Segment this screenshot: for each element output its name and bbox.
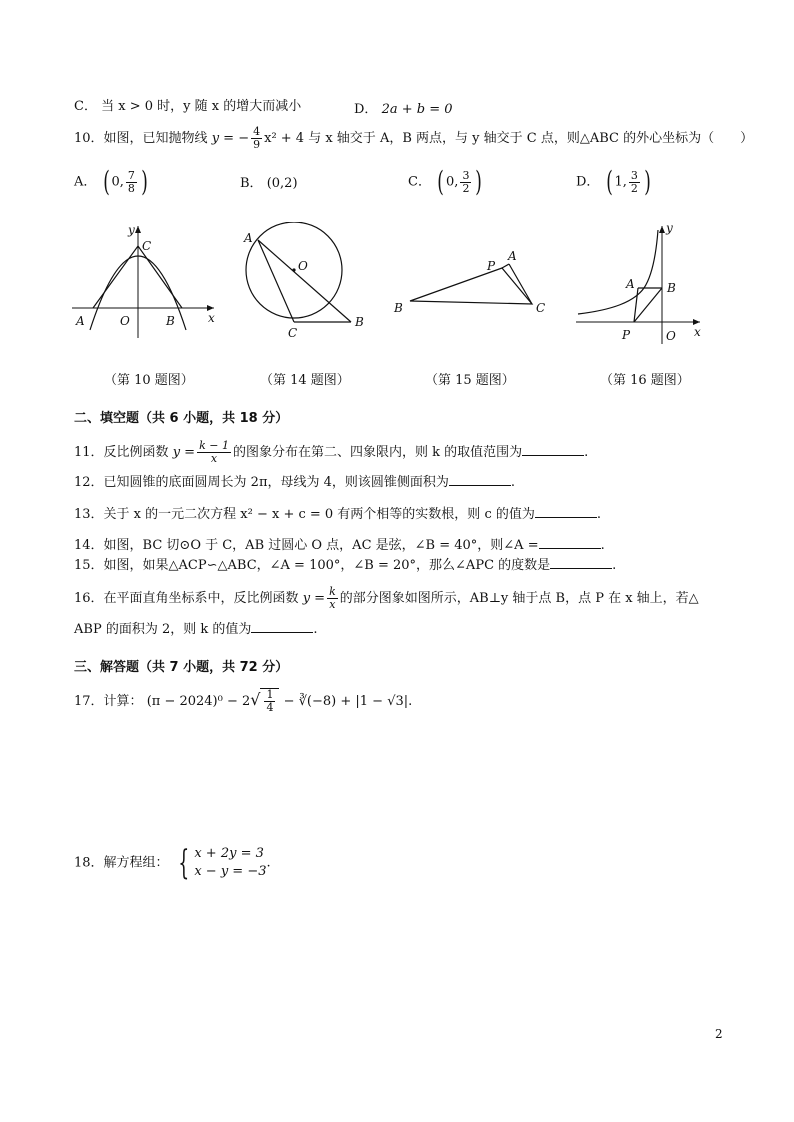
fig14-label-b: B bbox=[355, 315, 364, 329]
fig16-label-b: B bbox=[667, 281, 676, 295]
figure-10 bbox=[68, 222, 218, 340]
q18-equation-1: x + 2y = 3 bbox=[194, 846, 264, 861]
figure-14 bbox=[236, 222, 376, 342]
fig14-label-o: O bbox=[298, 259, 308, 273]
fig10-label-x: x bbox=[208, 311, 215, 325]
q16: 16．在平面直角坐标系中，反比例函数 y = $\frac{k}{x}$ 的部分图象如图所示，AB⊥y 轴于点 B，点 P 在 x 轴上，若△ bbox=[74, 585, 699, 611]
fig10-caption: （第 10 题图） bbox=[104, 373, 194, 388]
q12: 12．已知圆锥的底面圆周长为 2π，母线为 4，则该圆锥侧面积为 . bbox=[74, 475, 516, 490]
q10-fraction: $\frac{4}{9}$ bbox=[253, 125, 261, 151]
q15-answer-blank[interactable] bbox=[550, 556, 612, 569]
q16-answer-blank[interactable] bbox=[251, 620, 313, 633]
fig14-caption: （第 14 题图） bbox=[260, 373, 350, 388]
q18: 18．解方程组： { x + 2y = 3 x − y = −3 . bbox=[74, 843, 271, 883]
fig16-label-o: O bbox=[666, 329, 676, 343]
fig15-label-p: P bbox=[487, 259, 496, 273]
fig15-label-b: B bbox=[394, 301, 403, 315]
fig14-label-c: C bbox=[288, 326, 298, 340]
fig10-label-y: y bbox=[128, 223, 135, 237]
fig16-label-y: y bbox=[666, 222, 673, 235]
section-2-title: 二、填空题（共 6 小题，共 18 分） bbox=[74, 411, 289, 426]
q11-answer-blank[interactable] bbox=[522, 443, 584, 456]
fig16-label-x: x bbox=[694, 325, 701, 339]
fig10-label-b: B bbox=[166, 314, 175, 328]
q9-option-d: D． 2a + b = 0 bbox=[354, 102, 453, 117]
section-3-title: 三、解答题（共 7 小题，共 72 分） bbox=[74, 660, 289, 675]
q10-option-c: C． ( 0, $\frac{3}{2}$ ) bbox=[408, 165, 483, 198]
fig15-caption: （第 15 题图） bbox=[425, 373, 515, 388]
page-number: 2 bbox=[715, 1027, 723, 1041]
q9-option-d-text: 2a + b = 0 bbox=[381, 102, 453, 117]
figure-16 bbox=[572, 222, 706, 346]
fig14-label-a: A bbox=[244, 231, 253, 245]
q10-option-b: B． (0,2) bbox=[240, 176, 298, 191]
q10-option-d: D． ( 1, $\frac{3}{2}$ ) bbox=[576, 165, 651, 198]
q17: 17．计算： (π − 2024)⁰ − 2√ $\frac{1}{4}$ − ∛(−8) + |1 − √3|. bbox=[74, 688, 413, 714]
fig10-label-a: A bbox=[76, 314, 85, 328]
q10-option-a: A． ( 0, $\frac{7}{8}$ ) bbox=[74, 165, 148, 198]
q16-line2: ABP 的面积为 2，则 k 的值为 . bbox=[74, 622, 318, 637]
q14-answer-blank[interactable] bbox=[539, 536, 601, 549]
fig16-caption: （第 16 题图） bbox=[600, 373, 690, 388]
q13: 13．关于 x 的一元二次方程 x² − x + c = 0 有两个相等的实数根，则 c 的值为 . bbox=[74, 507, 601, 522]
q13-answer-blank[interactable] bbox=[535, 505, 597, 518]
q12-answer-blank[interactable] bbox=[449, 473, 511, 486]
fig15-label-a: A bbox=[508, 249, 517, 263]
q9-option-c: C． 当 x > 0 时，y 随 x 的增大而减小 bbox=[74, 99, 302, 114]
fig15-label-c: C bbox=[536, 301, 546, 315]
q9-option-c-text: 当 x > 0 时，y 随 x 的增大而减小 bbox=[101, 99, 302, 114]
fig10-label-o: O bbox=[120, 314, 130, 328]
figure-15 bbox=[388, 246, 558, 322]
q14: 14．如图，BC 切⊙O 于 C，AB 过圆心 O 点，AC 是弦，∠B = 40°，则∠A = . bbox=[74, 538, 605, 553]
q11: 11．反比例函数 y = $\frac{k - 1}{x}$ 的图象分布在第二、四象限内，则 k 的取值范围为 . bbox=[74, 439, 589, 465]
fig16-label-p: P bbox=[622, 328, 631, 342]
fig10-label-c: C bbox=[142, 239, 152, 253]
fig16-label-a: A bbox=[626, 277, 635, 291]
q15: 15．如图，如果△ACP∽△ABC，∠A = 100°，∠B = 20°，那么∠APC 的度数是 . bbox=[74, 558, 617, 573]
q10-stem: 10．如图，已知抛物线 y = − $\frac{4}{9}$ x² + 4 与 x 轴交于 A，B 两点，与 y 轴交于 C 点，则△ABC 的外心坐标为（ ） bbox=[74, 125, 754, 151]
q18-equation-2: x − y = −3 bbox=[194, 864, 267, 879]
